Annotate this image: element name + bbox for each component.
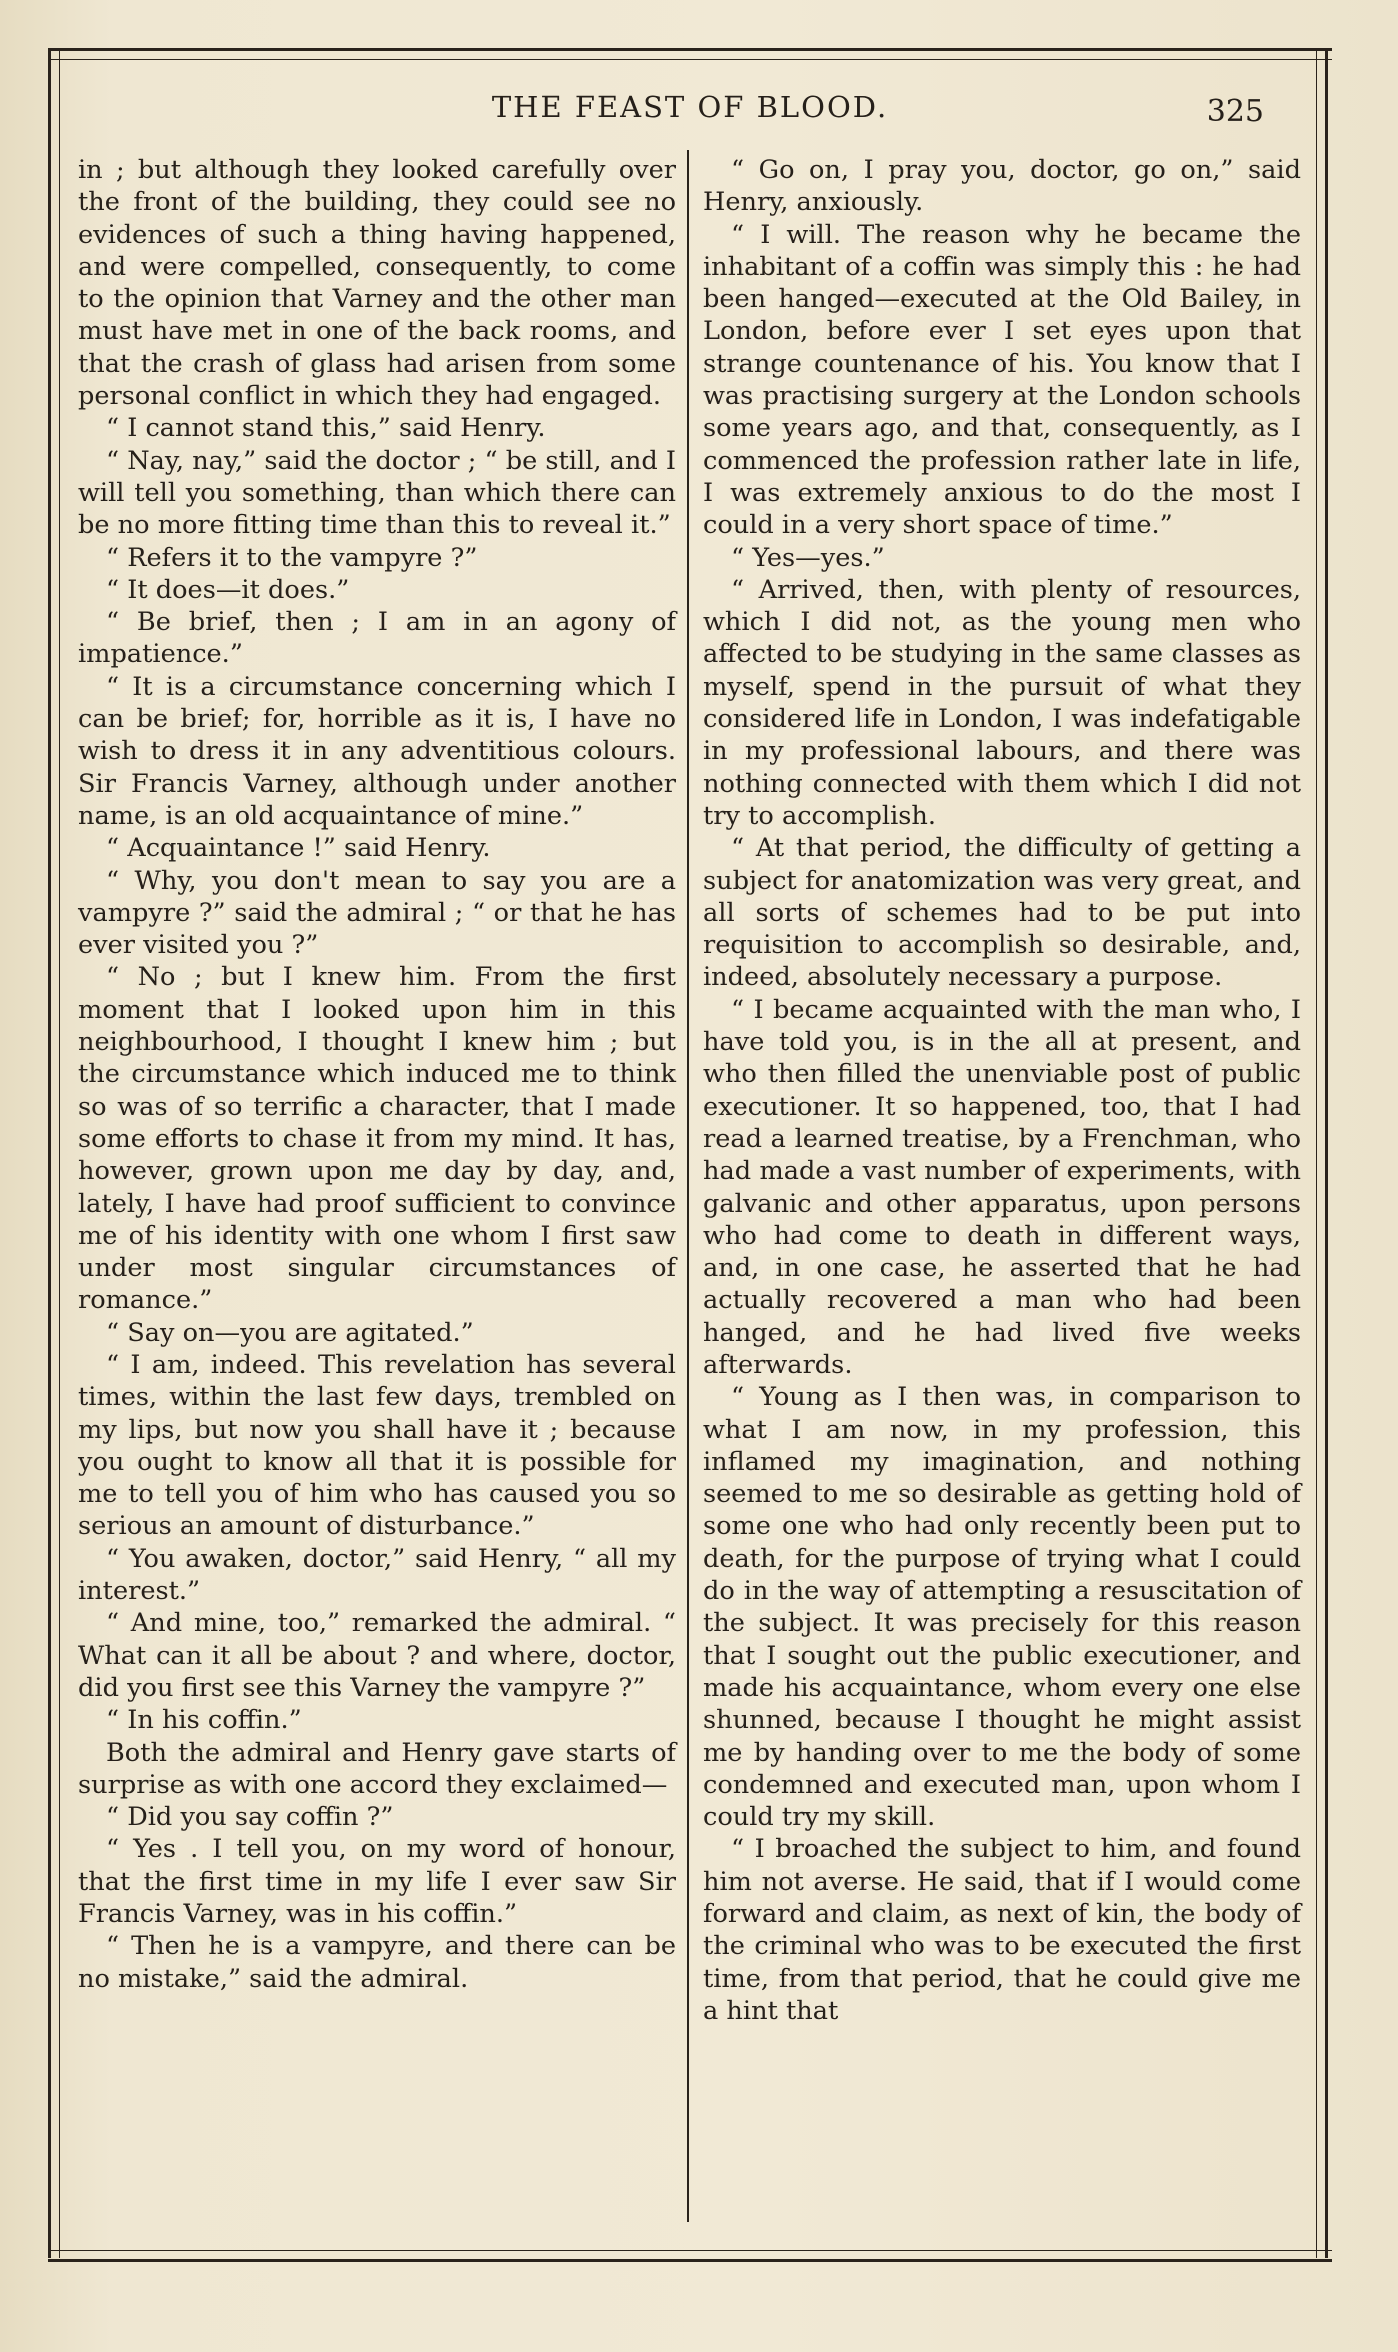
column-divider: [687, 150, 689, 2222]
paragraph: “ You awaken, doctor,” said Henry, “ all my interest.”: [78, 1543, 676, 1607]
frame-top-rule: [48, 48, 1332, 60]
paragraph: “ Be brief, then ; I am in an agony of impatience.”: [78, 607, 676, 670]
paragraph: “ Arrived, then, with plenty of resources, which I did not, as the young men who affected to be studying in the same classes as myself, spend in the pursuit of what they considered life in London, I was indefatigable in my professional labours, and there was nothing connected with them which I did not try to accomplish.: [703, 574, 1301, 831]
paragraph: “ Refers it to the vampyre ?”: [106, 542, 478, 573]
running-title: THE FEAST OF BLOOD.: [491, 90, 889, 124]
paragraph: “ Acquaintance !” said Henry.: [106, 833, 491, 864]
paragraph: “ I broached the subject to him, and found him not averse. He said, that if I would come forward and claim, as next of kin, the body of the criminal who was to be executed the first time, from that period, that he could give me a hint that: [703, 1834, 1301, 2026]
paragraph: “ It is a circumstance concerning which I can be brief; for, horrible as it is, I have no wish to dress it in any adventitious colours. Sir Francis Varney, although under another name, is an old acquaintance of mine.”: [78, 671, 676, 831]
paragraph: “ I am, indeed. This revelation has several times, within the last few days, trembled on my lips, but now you shall have it ; because you ought to know all that it is possible for me to tell you of him who has caused you so serious an amount of disturbance.”: [78, 1349, 676, 1542]
paragraph: in ; but although they looked carefully over the front of the building, they could see no evidences of such a thing having happened, and were compelled, consequently, to come to the opinion that Varney and the other man must have met in one of the back rooms, and that the crash of glass had arisen from some personal conflict in which they had engaged.: [78, 155, 676, 412]
page-header: [70, 82, 1310, 138]
paragraph: “ It does—it does.”: [106, 574, 350, 605]
paragraph: “ I will. The reason why he became the inhabitant of a coffin was simply this : he had been hanged—executed at the Old Bailey, in London, before ever I set eyes upon that strange countenance of his. You know that I was practising surgery at the London schools some years ago, and that, consequently, as I commenced the profession rather late in life, I was extremely anxious to do the most I could in a very short space of time.”: [703, 219, 1301, 541]
right-column: [703, 154, 1301, 2027]
paragraph: “ At that period, the difficulty of getting a subject for anatomization was very great, and all sorts of schemes had to be put into requisition to accomplish so desirable, and, indeed, absolutely necessary a purpose.: [703, 833, 1301, 993]
paragraph: Both the admiral and Henry gave starts of surprise as with one accord they exclaimed—: [78, 1737, 676, 1800]
frame-bottom-rule: [48, 2250, 1332, 2262]
paragraph: “ Say on—you are agitated.”: [106, 1317, 474, 1348]
paragraph: “ Nay, nay,” said the doctor ; “ be still, and I will tell you something, than which there can be no more fitting time than this to reveal it.”: [78, 445, 676, 541]
paragraph: “ Go on, I pray you, doctor, go on,” said Henry, anxiously.: [703, 155, 1301, 218]
left-column: [78, 154, 676, 1995]
paragraph: “ No ; but I knew him. From the first moment that I looked upon him in this neighbourhood, I thought I knew him ; but the circumstance which induced me to think so was of so terrific a character, that I made some efforts to chase it from my mind. It has, however, grown upon me day by day, and, lately, I have had proof sufficient to convince me of his identity with one whom I first saw under most singular circumstances of romance.”: [78, 962, 676, 1316]
paragraph: “ I cannot stand this,” said Henry.: [106, 413, 546, 444]
paragraph: “ In his coffin.”: [106, 1705, 302, 1736]
paragraph: “ Yes . I tell you, on my word of honour, that the first time in my life I ever saw Sir Francis Varney, was in his coffin.”: [78, 1834, 676, 1930]
paragraph: “ Then he is a vampyre, and there can be no mistake,” said the admiral.: [78, 1931, 676, 1994]
frame-right-rule: [1316, 48, 1328, 2258]
paragraph: “ Why, you don't mean to say you are a vampyre ?” said the admiral ; “ or that he has ever visited you ?”: [78, 865, 676, 961]
paragraph: “ Did you say coffin ?”: [106, 1802, 394, 1833]
paragraph: “ I became acquainted with the man who, I have told you, is in the all at present, and who then filled the unenviable post of public executioner. It so happened, too, that I had read a learned treatise, by a Frenchman, who had made a vast number of experiments, with galvanic and other apparatus, upon persons who had come to death in different ways, and, in one case, he asserted that he had actually recovered a man who had been hanged, and he had lived five weeks afterwards.: [703, 994, 1301, 1380]
frame-left-rule: [48, 48, 60, 2258]
paragraph: “ Yes—yes.”: [731, 542, 885, 573]
page-number: 325: [1206, 94, 1264, 129]
paragraph: “ Young as I then was, in comparison to what I am now, in my profession, this inflamed my imagination, and nothing seemed to me so desirable as getting hold of some one who had only recently been put to death, for the purpose of trying what I could do in the way of attempting a resuscitation of the subject. It was precisely for this reason that I sought out the public executioner, and made his acquaintance, whom every one else shunned, because I thought he might assist me by handing over to me the body of some condemned and executed man, upon whom I could try my skill.: [703, 1382, 1301, 1833]
paragraph: “ And mine, too,” remarked the admiral. “ What can it all be about ? and where, doctor, did you first see this Varney the vampyre ?”: [78, 1608, 676, 1703]
